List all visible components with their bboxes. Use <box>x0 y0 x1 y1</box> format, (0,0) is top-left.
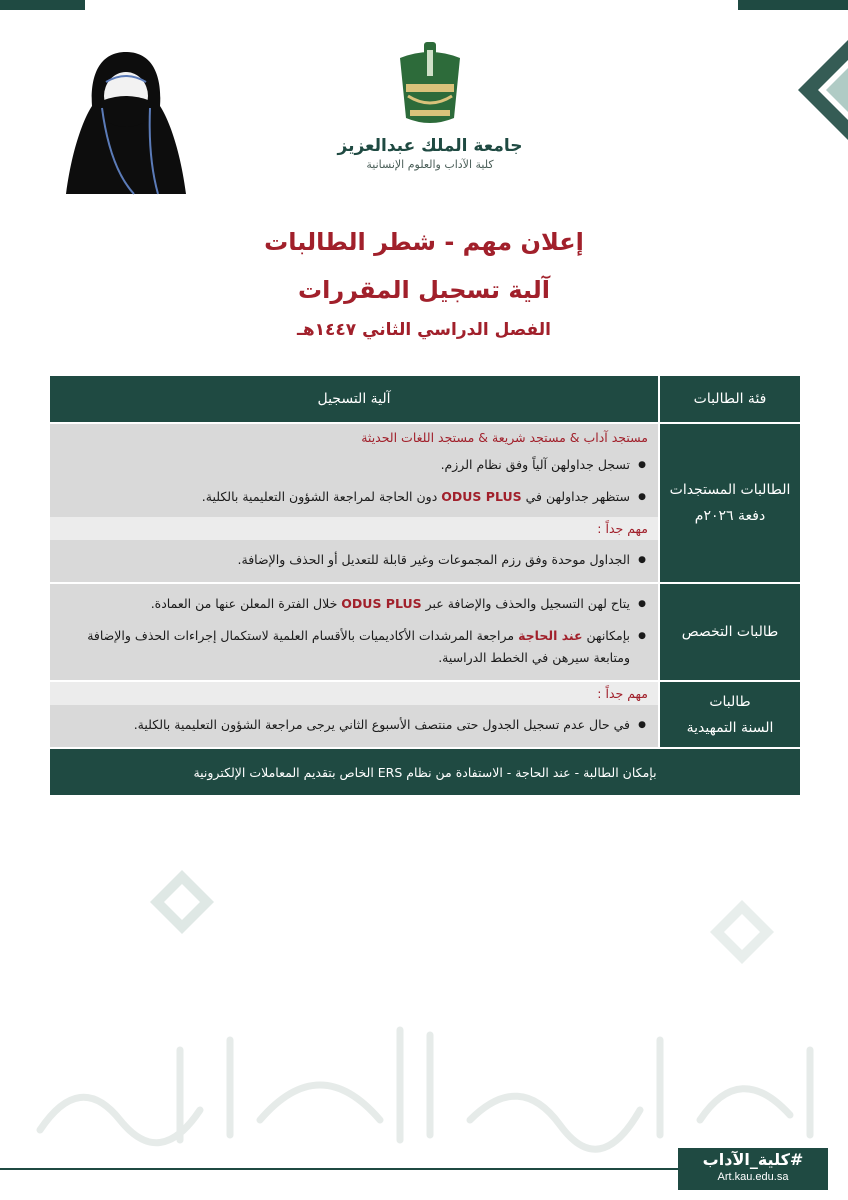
footer-divider <box>0 1168 680 1170</box>
table-row <box>50 582 800 680</box>
university-emblem-icon <box>390 40 470 130</box>
top-left-accent-bar <box>0 0 85 10</box>
important-note-label: مهم جداً : <box>50 682 658 705</box>
category-label-line2: السنة التمهيدية <box>686 719 774 736</box>
row-subtitle: مستجد آداب & مستجد شريعة & مستجد اللغات الحديثة <box>361 430 648 445</box>
term-label: الفصل الدراسي الثاني ١٤٤٧هـ <box>297 320 551 340</box>
college-name: كلية الآداب والعلوم الإنسانية <box>366 158 494 171</box>
mechanism-cell <box>50 424 658 582</box>
table-footer-note <box>50 747 800 795</box>
emphasis-text: عند الحاجة <box>518 628 583 643</box>
footer-url[interactable]: Art.kau.edu.sa <box>717 1171 789 1183</box>
table-row <box>50 422 800 582</box>
table-row <box>50 680 800 747</box>
category-cell <box>658 584 800 680</box>
category-label: طالبات التخصص <box>681 624 779 640</box>
list-item: ● الجداول موحدة وفق رزم المجموعات وغير قابلة للتعديل أو الحذف والإضافة. <box>60 544 630 576</box>
column-header-mechanism: آلية التسجيل <box>317 391 391 407</box>
category-cell <box>658 424 800 582</box>
registration-table <box>50 376 800 795</box>
mechanism-cell <box>50 682 658 747</box>
page-subtitle: آلية تسجيل المقررات <box>298 276 550 304</box>
list-item: ● يتاح لهن التسجيل والحذف والإضافة عبر ODUS PLUS خلال الفترة المعلن عنها من العمادة. <box>60 588 630 620</box>
system-name: ODUS PLUS <box>441 489 522 504</box>
column-header-category: فئة الطالبات <box>658 376 800 422</box>
footer-hashtag: #كلية_الآداب <box>702 1150 804 1169</box>
list-item: ● بإمكانهن عند الحاجة مراجعة المرشدات الأكاديميات بالأقسام العلمية لاستكمال إجراءات الحذف والإضافة ومتابعة سيرهن في الخطط الدراسية. <box>60 620 630 674</box>
female-student-avatar-icon <box>62 48 190 198</box>
table-header-row <box>50 376 800 422</box>
mechanism-cell <box>50 584 658 680</box>
page-title: إعلان مهم - شطر الطالبات <box>264 228 584 256</box>
category-label: الطالبات المستجدات <box>669 482 791 498</box>
list-item: ● ستظهر جداولهن في ODUS PLUS دون الحاجة لمراجعة الشؤون التعليمية بالكلية. <box>60 481 630 513</box>
list-item: ● تسجل جداولهن آلياً وفق نظام الرزم. <box>60 449 630 481</box>
footer-note-text: بإمكان الطالبة - عند الحاجة - الاستفادة من نظام ERS الخاص بتقديم المعاملات الإلكترونية <box>193 764 657 780</box>
diamond-icon <box>710 900 774 964</box>
announcement-titles <box>0 228 848 340</box>
chevron-left-icon <box>798 40 848 140</box>
footer-brand <box>678 1148 828 1190</box>
top-right-accent-bar <box>738 0 848 10</box>
diamond-icon <box>150 870 214 934</box>
university-name: جامعة الملك عبدالعزيز <box>337 136 523 156</box>
important-note-label: مهم جداً : <box>50 517 658 540</box>
system-name: ODUS PLUS <box>341 596 422 611</box>
category-label: طالبات <box>709 693 751 710</box>
list-item: ● في حال عدم تسجيل الجدول حتى منتصف الأسبوع الثاني يرجى مراجعة الشؤون التعليمية بالكلية. <box>60 709 630 741</box>
category-cell <box>658 682 800 747</box>
university-logo <box>330 40 530 171</box>
category-label-line2: دفعة ٢٠٢٦م <box>694 508 766 524</box>
calligraphy-watermark <box>0 1010 848 1160</box>
